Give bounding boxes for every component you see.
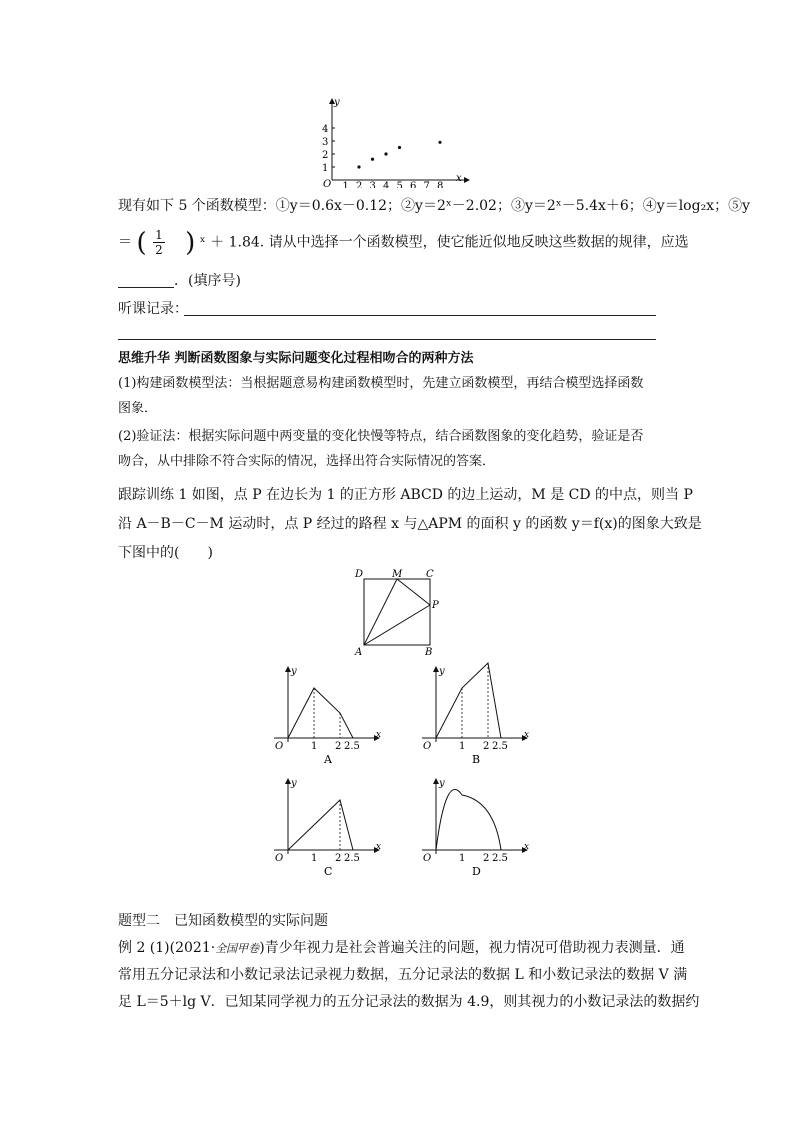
scatter-x-label: x xyxy=(456,173,462,184)
graph-curve xyxy=(436,663,501,738)
scatter-point xyxy=(398,146,401,149)
scatter-x-tick: 4 xyxy=(383,181,390,188)
summary-p2-line2: 吻合，从中排除不符合实际的情况，选择出符合实际情况的答案． xyxy=(118,454,496,469)
scatter-y-tick: 4 xyxy=(322,124,329,135)
tick-2-5: 2.5 xyxy=(492,853,508,864)
option-graph-B[interactable] xyxy=(418,660,533,770)
x-axis-label: x xyxy=(524,730,530,740)
scatter-x-tick: 7 xyxy=(423,181,430,188)
right-paren: ) xyxy=(185,227,196,258)
section2-heading: 题型二 已知函数模型的实际问题 xyxy=(118,913,328,929)
summary-title: 思维升华 判断函数图象与实际问题变化过程相吻合的两种方法 xyxy=(118,351,474,366)
scatter-x-tick: 2 xyxy=(356,181,363,188)
tick-2: 2 xyxy=(483,741,490,752)
fraction xyxy=(153,228,165,257)
label-D: D xyxy=(355,569,364,580)
option-graph-A[interactable] xyxy=(270,660,385,770)
y-axis-label: y xyxy=(439,666,445,677)
tick-2-5: 2.5 xyxy=(344,741,360,752)
notes-line-2 xyxy=(118,339,656,340)
y-axis-label: y xyxy=(291,666,297,677)
label-A: A xyxy=(355,647,363,657)
label-M: M xyxy=(392,569,403,580)
problem-line2 xyxy=(118,228,689,257)
label-B: B xyxy=(425,647,433,657)
notes-label: 听课记录： xyxy=(118,301,188,317)
graph-curve xyxy=(288,800,353,850)
fraction-denominator: 2 xyxy=(155,243,163,257)
problem-line3: ．(填序号) xyxy=(174,273,241,289)
scatter-x-tick: 3 xyxy=(369,181,376,188)
y-axis-label: y xyxy=(291,778,297,789)
option-graph-C[interactable] xyxy=(270,772,385,882)
example2-prefix: 例 2 (1)(2021· xyxy=(118,940,216,956)
scatter-y-label: y xyxy=(334,97,340,108)
exercise-line2: 沿 A－B－C－M 运动时，点 P 经过的路程 x 与△APM 的面积 y 的函数 y＝f(x)的图象大致是 xyxy=(118,516,702,532)
example2-source: 全国甲卷 xyxy=(215,942,260,955)
notes-line-1 xyxy=(184,315,656,316)
label-P: P xyxy=(432,600,439,611)
summary-p1-line1: (1)构建函数模型法：当根据题意易构建函数模型时，先建立函数模型，再结合模型选择函数 xyxy=(118,376,644,391)
scatter-x-tick: 8 xyxy=(437,181,444,188)
scatter-x-tick: 1 xyxy=(342,181,349,188)
scatter-y-tick: 3 xyxy=(322,137,329,148)
scatter-point xyxy=(371,158,374,161)
scatter-point xyxy=(384,152,387,155)
option-label: A xyxy=(324,753,332,766)
origin-label: O xyxy=(275,853,284,864)
x-axis-label: x xyxy=(376,842,382,852)
y-axis-label: y xyxy=(439,778,445,789)
option-label: D xyxy=(472,865,481,878)
tick-1: 1 xyxy=(311,741,318,752)
problem-line2-post: ˣ ＋ 1.84. 请从中选择一个函数模型，使它能近似地反映这些数据的规律，应选 xyxy=(199,234,689,251)
problem-line1: 现有如下 5 个函数模型：①y＝0.6x－0.12；②y＝2ˣ－2.02；③y＝2ˣ－5.4x＋6；④y＝log₂x；⑤y xyxy=(118,198,750,214)
square-figure xyxy=(352,567,444,657)
graph-curve xyxy=(288,688,353,738)
tick-2-5: 2.5 xyxy=(344,853,360,864)
left-paren: ( xyxy=(136,227,147,258)
summary-p2-line1: (2)验证法：根据实际问题中两变量的变化快慢等特点，结合函数图象的变化趋势，验证是否 xyxy=(118,429,644,444)
scatter-x-tick: 5 xyxy=(396,181,403,188)
graph-curve xyxy=(436,789,501,850)
example2-line2: 常用五分记录法和小数记录法记录视力数据，五分记录法的数据 L 和小数记录法的数据 V 满 xyxy=(118,967,688,983)
origin-label: O xyxy=(423,853,432,864)
scatter-origin: O xyxy=(323,179,332,188)
label-C: C xyxy=(426,569,434,580)
scatter-y-tick: 1 xyxy=(322,163,329,174)
exercise-line1: 跟踪训练 1 如图，点 P 在边长为 1 的正方形 ABCD 的边上运动，M 是 CD 的中点，则当 P xyxy=(118,487,693,503)
scatter-plot xyxy=(320,96,470,188)
scatter-point xyxy=(357,165,360,168)
tick-1: 1 xyxy=(311,853,318,864)
fraction-numerator: 1 xyxy=(155,228,163,242)
example2-line3: 足 L＝5＋lg V．已知某同学视力的五分记录法的数据为 4.9，则其视力的小数记录法的数据约 xyxy=(118,994,700,1010)
scatter-point xyxy=(438,141,441,144)
example2-line1-rest: )青少年视力是社会普遍关注的问题，视力情况可借助视力表测量．通 xyxy=(259,940,685,956)
scatter-y-tick: 2 xyxy=(322,150,329,161)
origin-label: O xyxy=(423,741,432,752)
option-label: C xyxy=(324,865,333,878)
tick-2-5: 2.5 xyxy=(492,741,508,752)
problem-line2-pre: ＝ xyxy=(118,234,132,251)
scatter-x-tick: 6 xyxy=(410,181,417,188)
tick-2: 2 xyxy=(335,853,342,864)
tick-2: 2 xyxy=(335,741,342,752)
option-label: B xyxy=(472,753,481,766)
summary-p1-line2: 图象． xyxy=(118,401,158,416)
x-axis-label: x xyxy=(376,730,382,740)
tick-2: 2 xyxy=(483,853,490,864)
answer-blank[interactable] xyxy=(118,287,174,288)
tick-1: 1 xyxy=(459,853,466,864)
option-graph-D[interactable] xyxy=(418,772,533,882)
example2-line1 xyxy=(118,939,685,958)
exercise-line3: 下图中的( ) xyxy=(118,545,213,561)
origin-label: O xyxy=(275,741,284,752)
x-axis-label: x xyxy=(524,842,530,852)
tick-1: 1 xyxy=(459,741,466,752)
